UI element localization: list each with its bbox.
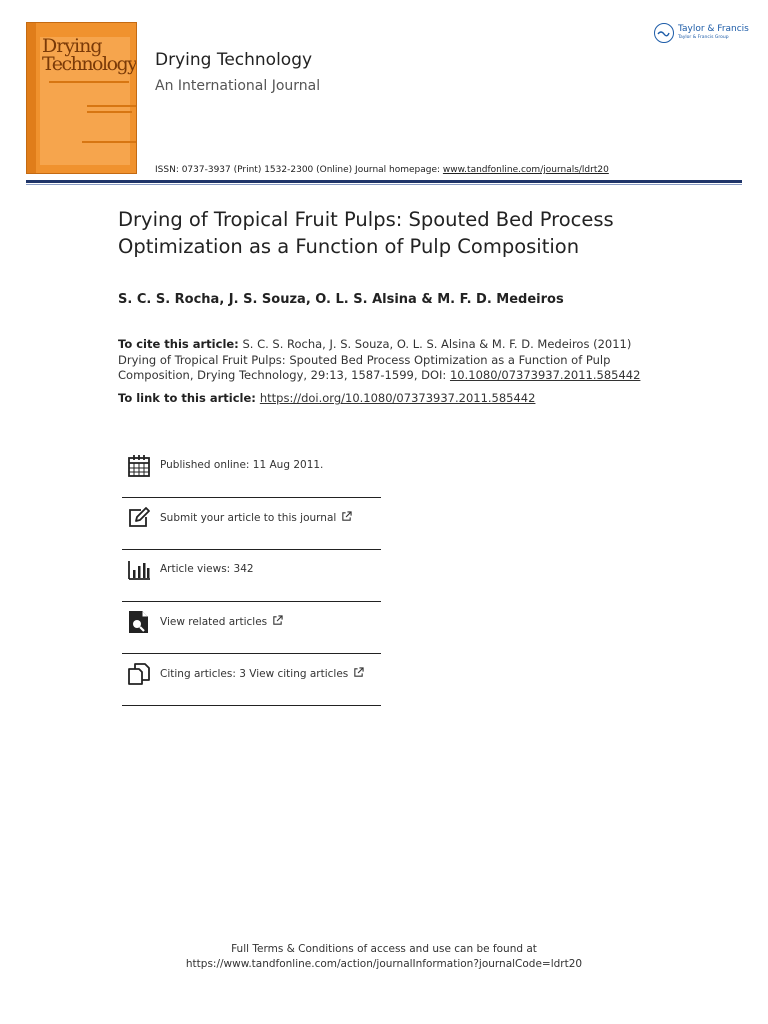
cover-title-line2: Technology xyxy=(42,53,137,75)
issn-text: ISSN: 0737-3937 (Print) 1532-2300 (Online) Journal homepage: xyxy=(155,165,443,175)
cover-line xyxy=(49,81,129,83)
cite-text: S. C. S. Rocha, J. S. Souza, O. L. S. Alsina & M. F. D. Medeiros (2011) Drying of Tropical Fruit Pulps: Spouted Bed Process Optimization as a Function of Pulp Composition, Drying Technology, 29:13, 1587-1599, DOI: xyxy=(118,337,632,382)
edit-icon xyxy=(127,506,151,530)
submit-row[interactable] xyxy=(122,498,381,550)
publisher-logo xyxy=(654,22,749,48)
link-block xyxy=(118,391,535,405)
published-text: Published online: 11 Aug 2011. xyxy=(160,459,324,471)
header-rule-thin xyxy=(26,184,742,185)
publisher-group: Taylor & Francis Group xyxy=(678,35,729,40)
external-link-icon xyxy=(341,511,352,522)
link-label: To link to this article: xyxy=(118,391,256,405)
cover-stripe xyxy=(27,23,36,173)
submit-text: Submit your article to this journal xyxy=(160,512,337,524)
related-articles-link[interactable] xyxy=(160,615,283,628)
journal-homepage-link[interactable]: www.tandfonline.com/journals/ldrt20 xyxy=(442,165,609,175)
cover-line xyxy=(87,111,132,113)
issn-line xyxy=(155,165,609,175)
external-link-icon xyxy=(353,667,364,678)
related-row[interactable] xyxy=(122,602,381,654)
footer xyxy=(0,942,768,972)
footer-terms-link[interactable]: https://www.tandfonline.com/action/journalInformation?journalCode=ldrt20 xyxy=(185,958,583,970)
article-authors: S. C. S. Rocha, J. S. Souza, O. L. S. Alsina & M. F. D. Medeiros xyxy=(118,292,564,307)
cover-title-line1: Drying xyxy=(42,35,102,57)
publisher-name: Taylor & Francis xyxy=(678,24,749,34)
doi-link[interactable]: 10.1080/07373937.2011.585442 xyxy=(449,368,641,382)
citation-block xyxy=(118,337,658,384)
footer-line1: Full Terms & Conditions of access and use can be found at xyxy=(231,943,537,955)
article-info-panel xyxy=(122,446,381,706)
cite-label: To cite this article: xyxy=(118,337,239,351)
journal-cover-image xyxy=(26,22,137,174)
external-link-icon xyxy=(272,615,283,626)
bar-chart-icon xyxy=(127,558,151,582)
citing-articles-link[interactable] xyxy=(160,667,364,680)
cover-line xyxy=(82,141,137,143)
article-title: Drying of Tropical Fruit Pulps: Spouted Bed Process Optimization as a Function of Pulp Composition xyxy=(118,208,614,258)
tf-wave-icon xyxy=(654,23,674,43)
published-row xyxy=(122,446,381,498)
journal-title: Drying Technology xyxy=(155,50,313,70)
calendar-icon xyxy=(127,454,151,478)
citing-text: Citing articles: 3 View citing articles xyxy=(160,668,349,680)
citing-row[interactable] xyxy=(122,654,381,706)
document-search-icon xyxy=(127,610,151,634)
citing-documents-icon xyxy=(127,662,151,686)
views-text: Article views: 342 xyxy=(160,563,254,575)
submit-article-link[interactable] xyxy=(160,511,352,524)
journal-subtitle: An International Journal xyxy=(155,78,321,94)
header-rule xyxy=(26,180,742,183)
cover-line xyxy=(87,105,137,107)
views-row xyxy=(122,550,381,602)
related-text: View related articles xyxy=(160,616,268,628)
article-url-link[interactable]: https://doi.org/10.1080/07373937.2011.585442 xyxy=(259,391,536,405)
